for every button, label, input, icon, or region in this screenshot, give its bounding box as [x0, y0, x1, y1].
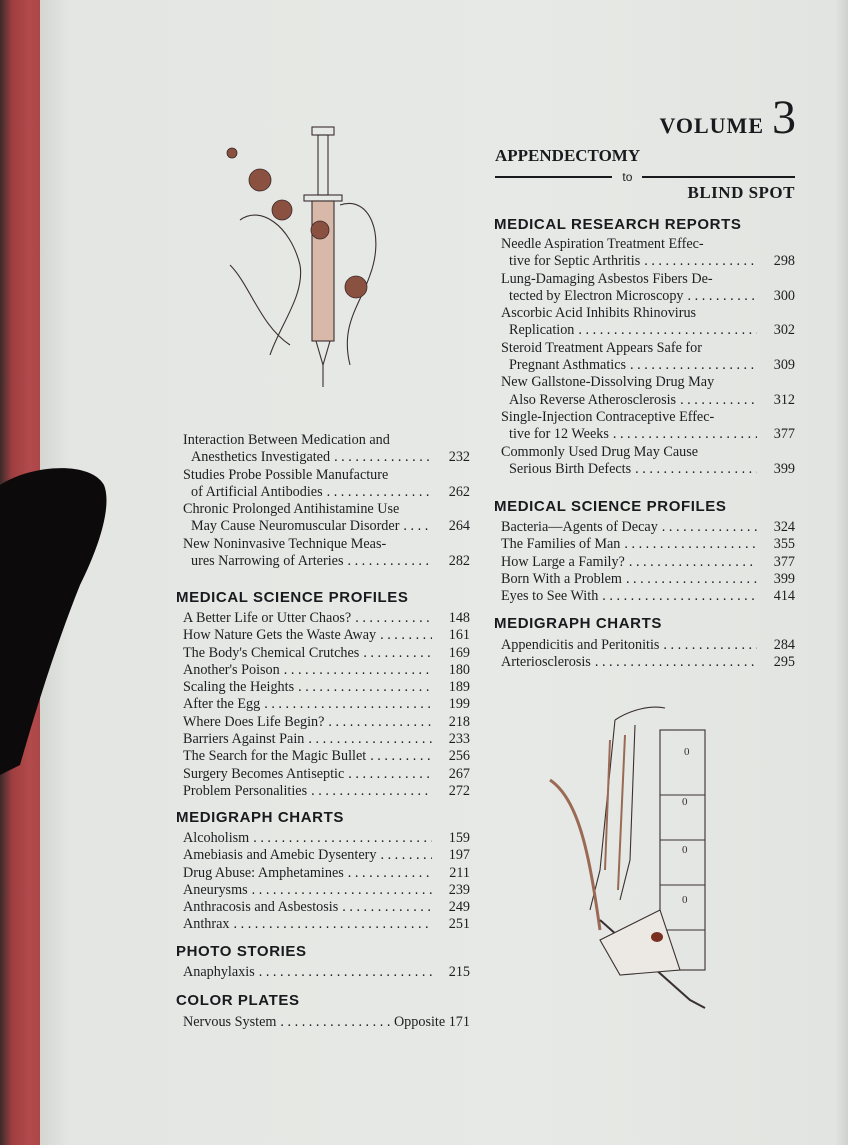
- toc-entry: [183, 830, 470, 847]
- entry-title-line: How Large a Family?: [501, 553, 625, 570]
- entry-last-line: [501, 288, 795, 305]
- toc-entry: [183, 766, 470, 783]
- page-number: 215: [448, 964, 470, 980]
- entry-title-line: Single-Injection Contraceptive Effec-: [501, 408, 715, 425]
- section-heading: MEDIGRAPH CHARTS: [176, 809, 344, 826]
- entry-title-line: New Gallstone-Dissolving Drug May: [501, 374, 715, 391]
- dot-leader: [298, 679, 432, 696]
- entry-title-line: Where Does Life Begin?: [183, 713, 325, 730]
- dot-leader: [252, 882, 432, 899]
- entry-last-line: [183, 916, 470, 933]
- thumb-holding-page: [0, 465, 108, 775]
- dot-leader: [355, 610, 432, 627]
- entry-last-line: [501, 519, 795, 536]
- entry-title-line: Amebiasis and Amebic Dysentery: [183, 847, 377, 864]
- page-number: 180: [448, 661, 470, 678]
- dot-leader: [626, 571, 757, 588]
- divider: [642, 176, 795, 178]
- dot-leader: [662, 519, 757, 536]
- toc-entry: [183, 1014, 470, 1031]
- entry-last-line: [183, 714, 470, 731]
- volume-range-end: BLIND SPOT: [687, 183, 795, 202]
- section-heading: MEDIGRAPH CHARTS: [494, 615, 662, 632]
- page-number: 324: [773, 519, 795, 535]
- to-label: to: [622, 170, 633, 184]
- dot-leader: [635, 461, 757, 478]
- dot-leader: [308, 731, 432, 748]
- toc-entry: [501, 637, 795, 654]
- page-number: 211: [449, 864, 470, 881]
- dot-leader: [328, 714, 432, 731]
- left-medigraph-list: [183, 830, 470, 934]
- entry-last-line: [501, 357, 795, 374]
- right-profiles-list: [501, 519, 795, 605]
- toc-entry: [183, 882, 470, 899]
- entry-title-line: The Families of Man: [501, 536, 621, 553]
- entry-title-line: Problem Personalities: [183, 782, 308, 799]
- divider: [495, 176, 612, 178]
- page-number: 282: [448, 553, 470, 570]
- page-number: 264: [448, 518, 470, 535]
- toc-entry: [183, 432, 470, 467]
- page-number: 284: [773, 637, 795, 653]
- dot-leader: [630, 357, 757, 374]
- svg-text:0: 0: [682, 844, 688, 856]
- left-research-list: [183, 432, 470, 570]
- toc-entry: [183, 501, 470, 536]
- dot-leader: [347, 553, 432, 570]
- page-number: 249: [448, 899, 470, 916]
- dot-leader: [380, 847, 432, 864]
- entry-title-line: of Artificial Antibodies: [191, 483, 323, 500]
- entry-last-line: [183, 847, 470, 864]
- entry-title-line: Ascorbic Acid Inhibits Rhinovirus: [501, 305, 697, 322]
- entry-last-line: [501, 322, 795, 339]
- entry-title-line: Lung-Damaging Asbestos Fibers De-: [501, 270, 713, 287]
- toc-entry: [501, 536, 795, 553]
- entry-title-line: Commonly Used Drug May Cause: [501, 443, 699, 460]
- dot-leader: [403, 518, 432, 535]
- entry-title-line: Studies Probe Possible Manufacture: [183, 466, 389, 483]
- toc-entry: [183, 536, 470, 571]
- right-medigraph-list: [501, 637, 795, 672]
- page-number: 159: [448, 830, 470, 846]
- left-photo-list: [183, 964, 470, 981]
- dot-leader: [334, 449, 432, 466]
- dot-leader: [644, 253, 757, 270]
- page-number: 197: [448, 847, 470, 864]
- entry-title-line: Steroid Treatment Appears Safe for: [501, 339, 702, 356]
- page-edge: [834, 0, 848, 1145]
- page-number: 377: [773, 426, 795, 443]
- entry-last-line: [183, 1014, 470, 1031]
- entry-last-line: [501, 588, 795, 605]
- entry-title-line: New Noninvasive Technique Meas-: [183, 535, 387, 552]
- toc-entry: [183, 627, 470, 644]
- left-color-list: [183, 1014, 470, 1031]
- entry-title-line: Anesthetics Investigated: [191, 449, 331, 466]
- volume-number: 3: [772, 91, 796, 144]
- syringe-illustration: [220, 125, 390, 395]
- toc-entry: [501, 305, 795, 340]
- page-number: 377: [773, 553, 795, 570]
- entry-title-line: Drug Abuse: Amphetamines: [183, 864, 344, 881]
- entry-last-line: [183, 553, 470, 570]
- entry-title-line: The Body's Chemical Crutches: [183, 644, 360, 661]
- toc-entry: [183, 899, 470, 916]
- entry-title-line: May Cause Neuromuscular Disorder: [191, 518, 400, 535]
- page-number: 161: [448, 627, 470, 644]
- entry-title-line: After the Egg: [183, 696, 261, 713]
- entry-last-line: [183, 731, 470, 748]
- entry-title-line: Bacteria—Agents of Decay: [501, 519, 658, 535]
- entry-title-line: tive for 12 Weeks: [509, 426, 609, 443]
- entry-title-line: Scaling the Heights: [183, 679, 295, 696]
- entry-last-line: [501, 554, 795, 571]
- toc-entry: [183, 610, 470, 627]
- entry-last-line: [501, 571, 795, 588]
- toc-entry: [501, 271, 795, 306]
- page-number: 232: [448, 449, 470, 466]
- page-number: 189: [448, 679, 470, 696]
- entry-title-line: Nervous System: [183, 1014, 277, 1030]
- dot-leader: [663, 637, 757, 654]
- toc-entry: [501, 554, 795, 571]
- toc-entry: [183, 865, 470, 882]
- entry-last-line: [183, 627, 470, 644]
- toc-entry: [501, 236, 795, 271]
- dot-leader: [680, 392, 757, 409]
- section-heading: PHOTO STORIES: [176, 943, 307, 960]
- volume-label: VOLUME: [659, 113, 764, 138]
- page-number: 399: [773, 460, 795, 477]
- dot-leader: [629, 554, 757, 571]
- left-profiles-list: [183, 610, 470, 800]
- dot-leader: [342, 899, 432, 916]
- toc-entry: [183, 662, 470, 679]
- entry-title-line: Pregnant Asthmatics: [509, 357, 627, 374]
- toc-entry: [501, 444, 795, 479]
- toc-entry: [183, 731, 470, 748]
- toc-entry: [183, 467, 470, 502]
- page-number: 272: [448, 782, 470, 799]
- toc-entry: [183, 679, 470, 696]
- entry-title-line: Surgery Becomes Antiseptic: [183, 765, 345, 782]
- page-number: 355: [773, 536, 795, 553]
- dot-leader: [327, 484, 432, 501]
- page-number: 233: [448, 731, 470, 748]
- page-number: 169: [448, 644, 470, 661]
- entry-last-line: [183, 679, 470, 696]
- page-number: 414: [773, 588, 795, 605]
- entry-last-line: [183, 662, 470, 679]
- page-number: 300: [773, 287, 795, 304]
- dot-leader: [595, 654, 757, 671]
- dot-leader: [259, 964, 432, 981]
- entry-title-line: tive for Septic Arthritis: [509, 253, 641, 270]
- entry-title-line: Another's Poison: [183, 661, 280, 678]
- volume-range-start: APPENDECTOMY: [495, 146, 641, 165]
- entry-title-line: Also Reverse Atherosclerosis: [509, 391, 677, 408]
- entry-last-line: [183, 882, 470, 899]
- entry-last-line: [501, 654, 795, 671]
- entry-last-line: [501, 253, 795, 270]
- entry-last-line: [183, 783, 470, 800]
- dot-leader: [348, 865, 432, 882]
- svg-text:0: 0: [682, 796, 688, 808]
- entry-title-line: Arteriosclerosis: [501, 654, 591, 671]
- page-number: 262: [448, 483, 470, 500]
- entry-last-line: [501, 536, 795, 553]
- entry-title-line: Eyes to See With: [501, 588, 599, 605]
- toc-entry: [183, 847, 470, 864]
- entry-last-line: [183, 518, 470, 535]
- toc-entry: [501, 374, 795, 409]
- entry-title-line: Replication: [509, 322, 575, 339]
- page-number: 199: [448, 696, 470, 713]
- page-number: 251: [448, 916, 470, 933]
- dot-leader: [380, 627, 432, 644]
- anatomy-arm-illustration: [540, 700, 720, 1015]
- page-number: 312: [773, 391, 795, 408]
- svg-text:0: 0: [684, 746, 690, 758]
- toc-entry: [501, 519, 795, 536]
- dot-leader: [370, 748, 432, 765]
- dot-leader: [284, 662, 432, 679]
- entry-title-line: How Nature Gets the Waste Away: [183, 627, 377, 644]
- entry-title-line: A Better Life or Utter Chaos?: [183, 610, 352, 626]
- dot-leader: [613, 426, 757, 443]
- page-number: 399: [773, 570, 795, 587]
- page-number: Opposite 171: [393, 1014, 470, 1030]
- entry-last-line: [501, 637, 795, 654]
- entry-title-line: Anaphylaxis: [183, 964, 255, 980]
- toc-entry: [183, 964, 470, 981]
- entry-last-line: [501, 392, 795, 409]
- toc-entry: [501, 654, 795, 671]
- toc-entry: [501, 409, 795, 444]
- entry-title-line: ures Narrowing of Arteries: [191, 553, 344, 570]
- dot-leader: [688, 288, 757, 305]
- entry-title-line: Anthracosis and Asbestosis: [183, 899, 339, 916]
- entry-last-line: [183, 865, 470, 882]
- entry-title-line: Barriers Against Pain: [183, 731, 305, 748]
- volume-range-separator: [495, 170, 795, 184]
- page-number: 239: [448, 881, 470, 898]
- dot-leader: [348, 766, 432, 783]
- dot-leader: [311, 783, 432, 800]
- page-number: 256: [448, 748, 470, 765]
- toc-entry: [501, 571, 795, 588]
- entry-title-line: Interaction Between Medication and: [183, 432, 390, 448]
- entry-title-line: Alcoholism: [183, 830, 250, 846]
- entry-last-line: [501, 461, 795, 478]
- toc-entry: [501, 340, 795, 375]
- section-heading: COLOR PLATES: [176, 992, 300, 1009]
- dot-leader: [264, 696, 432, 713]
- svg-text:0: 0: [682, 894, 688, 906]
- entry-last-line: [183, 610, 470, 627]
- entry-title-line: Born With a Problem: [501, 570, 622, 587]
- toc-entry: [183, 783, 470, 800]
- entry-last-line: [183, 748, 470, 765]
- toc-entry: [183, 696, 470, 713]
- dot-leader: [363, 645, 432, 662]
- toc-entry: [183, 748, 470, 765]
- entry-title-line: Anthrax: [183, 916, 230, 933]
- right-research-list: [501, 236, 795, 478]
- entry-title-line: tected by Electron Microscopy: [509, 287, 684, 304]
- toc-entry: [183, 645, 470, 662]
- entry-last-line: [183, 449, 470, 466]
- toc-entry: [183, 916, 470, 933]
- page-number: 298: [773, 253, 795, 270]
- entry-last-line: [501, 426, 795, 443]
- section-heading: MEDICAL SCIENCE PROFILES: [176, 589, 409, 606]
- dot-leader: [253, 830, 432, 847]
- entry-last-line: [183, 696, 470, 713]
- dot-leader: [624, 536, 757, 553]
- page-number: 267: [448, 765, 470, 782]
- entry-last-line: [183, 830, 470, 847]
- entry-last-line: [183, 899, 470, 916]
- section-heading: MEDICAL SCIENCE PROFILES: [494, 498, 727, 515]
- entry-last-line: [183, 766, 470, 783]
- page-number: 309: [773, 357, 795, 374]
- entry-title-line: Chronic Prolonged Antihistamine Use: [183, 501, 400, 518]
- entry-title-line: Aneurysms: [183, 881, 248, 898]
- entry-last-line: [183, 964, 470, 981]
- volume-title: [659, 91, 796, 144]
- page-number: 302: [773, 322, 795, 339]
- dot-leader: [280, 1014, 390, 1031]
- entry-title-line: Needle Aspiration Treatment Effec-: [501, 236, 704, 252]
- toc-entry: [183, 714, 470, 731]
- page-number: 148: [448, 610, 470, 626]
- entry-title-line: Appendicitis and Peritonitis: [501, 637, 660, 653]
- dot-leader: [578, 322, 757, 339]
- entry-last-line: [183, 645, 470, 662]
- page-number: 218: [448, 713, 470, 730]
- page-number: 295: [773, 654, 795, 671]
- section-heading: MEDICAL RESEARCH REPORTS: [494, 216, 742, 233]
- entry-last-line: [183, 484, 470, 501]
- toc-entry: [501, 588, 795, 605]
- entry-title-line: The Search for the Magic Bullet: [183, 748, 367, 765]
- dot-leader: [234, 916, 433, 933]
- entry-title-line: Serious Birth Defects: [509, 460, 632, 477]
- dot-leader: [602, 588, 757, 605]
